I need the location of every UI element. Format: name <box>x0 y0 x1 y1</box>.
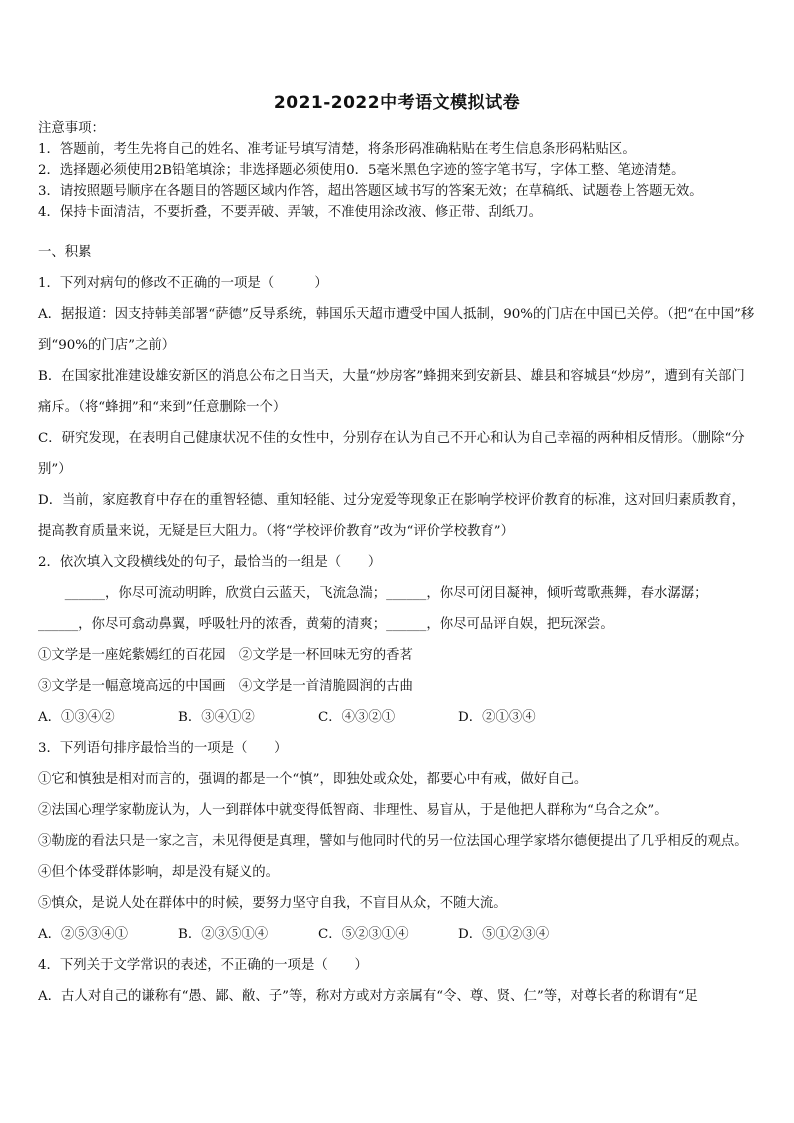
q3-sentence-3: ③勒庞的看法只是一家之言，未见得便是真理，譬如与他同时代的另一位法国心理学家塔尔德便提出了几乎相反的观点。 <box>38 834 748 849</box>
q2-options <box>38 702 758 733</box>
q4-option-a: A．古人对自己的谦称有“愚、鄙、敝、子”等，称对方或对方亲属有“令、尊、贤、仁”等，对尊长者的称谓有“足 <box>38 989 698 1004</box>
question-2 <box>38 547 758 733</box>
q3-option-a: A．②⑤③④① <box>38 927 129 942</box>
q1-option-d: D．当前，家庭教育中存在的重智轻德、重知轻能、过分宠爱等现象正在影响学校评价教育的标准，这对回归素质教育，提高教育质量来说，无疑是巨大阻力。（将“学校评价教育”改为“评价学校教育”） <box>38 493 746 539</box>
q3-options <box>38 919 758 950</box>
q2-stem: 2．依次填入文段横线处的句子，最恰当的一组是（ ） <box>38 555 382 570</box>
notice-block <box>38 118 758 223</box>
question-1 <box>38 268 758 547</box>
q2-option-b: B．③④①② <box>178 710 255 725</box>
q4-stem: 4．下列关于文学常识的表述，不正确的一项是（ ） <box>38 958 368 973</box>
q3-option-b: B．②③⑤①④ <box>178 927 269 942</box>
section-heading: 一、积累 <box>38 245 92 260</box>
q3-stem: 3．下列语句排序最恰当的一项是（ ） <box>38 741 288 756</box>
q2-option-c: C．④③②① <box>318 710 396 725</box>
q1-option-a: A．据报道：因支持韩美部署“萨德”反导系统，韩国乐天超市遭受中国人抵制，90%的门店在中国已关停。（把“在中国”移到“90%的门店”之前） <box>38 307 755 353</box>
q3-sentence-1: ①它和慎独是相对而言的，强调的都是一个“慎”，即独处或众处，都要心中有戒，做好自己。 <box>38 772 588 787</box>
q2-option-d: D．②①③④ <box>458 710 536 725</box>
notice-item-2: 2．选择题必须使用2B铅笔填涂；非选择题必须使用0．5毫米黑色字迹的签字笔书写，字体工整、笔迹清楚。 <box>38 163 685 178</box>
q3-option-c: C．⑤②③①④ <box>318 927 409 942</box>
q2-passage: ______，你尽可流动明眸，欣赏白云蓝天，飞流急湍；______，你尽可闭目凝神，倾听莺歌燕舞，春水潺潺；______，你尽可翕动鼻翼，呼吸牡丹的浓香，黄菊的清爽；______，你尽可品评自娱，把玩深尝。 <box>38 586 708 632</box>
question-3 <box>38 733 758 950</box>
notice-item-1: 1．答题前，考生先将自己的姓名、准考证号填写清楚，将条形码准确粘贴在考生信息条形码粘贴区。 <box>38 142 636 157</box>
q3-sentence-4: ④但个体受群体影响，却是没有疑义的。 <box>38 865 280 880</box>
q2-sentences-1: ①文学是一座姹紫嫣红的百花园 ②文学是一杯回味无穷的香茗 <box>38 648 413 663</box>
notice-item-4: 4．保持卡面清洁，不要折叠，不要弄破、弄皱，不准使用涂改液、修正带、刮纸刀。 <box>38 205 542 220</box>
q1-option-c: C．研究发现，在表明自己健康状况不佳的女性中，分别存在认为自己不开心和认为自己幸福的两种相反情形。（删除“分别”） <box>38 431 745 477</box>
exam-content <box>38 118 758 1012</box>
q2-option-a: A．①③④② <box>38 710 115 725</box>
q3-sentence-5: ⑤慎众，是说人处在群体中的时候，要努力坚守自我，不盲目从众，不随大流。 <box>38 896 507 911</box>
q3-sentence-2: ②法国心理学家勒庞认为，人一到群体中就变得低智商、非理性、易盲从，于是他把人群称为“乌合之众”。 <box>38 803 668 818</box>
q3-option-d: D．⑤①②③④ <box>458 927 550 942</box>
notice-heading: 注意事项： <box>38 121 105 136</box>
notice-item-3: 3．请按照题号顺序在各题目的答题区域内作答，超出答题区域书写的答案无效；在草稿纸、试题卷上答题无效。 <box>38 184 703 199</box>
q1-option-b: B．在国家批准建设雄安新区的消息公布之日当天，大量“炒房客”蜂拥来到安新县、雄县和容城县“炒房”，遭到有关部门痛斥。（将“蜂拥”和“来到”任意删除一个） <box>38 369 745 415</box>
q1-stem: 1．下列对病句的修改不正确的一项是（ ） <box>38 276 328 291</box>
question-4 <box>38 950 758 1012</box>
q2-sentences-2: ③文学是一幅意境高远的中国画 ④文学是一首清脆圆润的古曲 <box>38 679 413 694</box>
exam-title: 2021-2022中考语文模拟试卷 <box>273 93 521 113</box>
